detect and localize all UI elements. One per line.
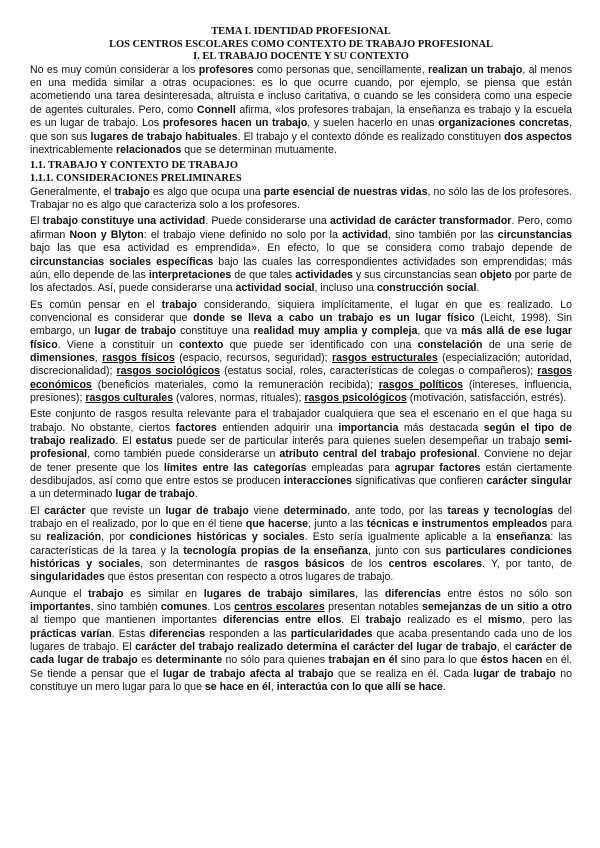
text-run: es algo que ocupa una <box>149 185 264 198</box>
text-run: lugar de trabajo <box>165 504 249 517</box>
text-run: , <box>94 351 103 364</box>
paragraph-trabajo-vidas <box>30 186 572 213</box>
paragraph-diferencias <box>30 588 572 695</box>
text-run: determinado <box>283 504 348 517</box>
heading-trabajo-contexto: 1.1. TRABAJO Y CONTEXTO DE TRABAJO <box>30 160 238 172</box>
text-run: no constituye un mero lugar para lo que <box>30 667 573 694</box>
text-run: No es muy común considerar a los <box>30 63 199 76</box>
text-run: entre éstos no sólo son <box>440 587 572 600</box>
text-run: . Conviene no dejar de tener presente que los <box>30 448 573 474</box>
text-run: no sólo para quienes <box>222 654 329 667</box>
text-run: objeto <box>479 268 512 281</box>
text-run: trabajan en él <box>328 654 398 667</box>
text-run: contexto <box>179 338 224 351</box>
text-run: , que va <box>417 325 462 338</box>
text-run: relacionados <box>115 143 182 156</box>
text-run: , sino también por las <box>388 228 498 241</box>
text-run: por parte de los afectados. Así, puede considerarse una <box>30 268 573 295</box>
text-run: constelación <box>417 338 483 351</box>
text-run: que hacerse <box>245 518 309 531</box>
text-run: carácter de cada lugar de trabajo <box>30 641 572 667</box>
text-run: profesores hacen un trabajo <box>162 117 308 130</box>
text-run: mismo <box>487 614 523 627</box>
text-run: están ciertamente desdibujados, así como que entre estos se producen <box>30 461 572 487</box>
text-run: rasgos económicos <box>30 365 573 391</box>
text-run: trabajo <box>161 298 197 311</box>
text-run: particularidades <box>290 627 373 640</box>
text-run: . Esto sería igualmente aplicable a la <box>304 531 497 544</box>
text-run: viene <box>248 504 284 517</box>
text-run: de una serie de <box>482 338 572 351</box>
text-run: de los <box>344 558 389 571</box>
text-run: (Leicht, 1998). Sin embargo, un <box>30 311 572 338</box>
text-run: según el tipo de trabajo realizado <box>30 421 572 447</box>
text-run: rasgos estructurales <box>332 351 438 364</box>
paragraph-factores <box>30 408 572 501</box>
text-run: agrupar factores <box>394 461 481 474</box>
text-run: lugares de trabajo habituales <box>90 130 238 143</box>
text-run: lugares de trabajo similares <box>203 587 356 600</box>
text-run: a un determinado <box>30 488 116 501</box>
heading-consideraciones: 1.1.1. CONSIDERACIONES PRELIMINARES <box>30 172 242 184</box>
text-run: El <box>30 504 45 517</box>
text-run: dimensiones <box>30 351 95 364</box>
paragraph-intro <box>30 64 572 157</box>
text-run: circunstancias <box>497 228 572 241</box>
text-run: , sino también <box>90 601 161 614</box>
text-run: actividades <box>295 268 353 281</box>
text-run: inextricablemente <box>30 143 116 156</box>
text-run: que acaba presentando cada uno de los lugares de trabajo. El <box>30 627 572 654</box>
text-run: El <box>30 215 43 228</box>
text-run: realizan un trabajo <box>427 63 523 76</box>
text-run: trabajo constituye una actividad <box>42 215 206 228</box>
text-run: actividad <box>342 228 389 241</box>
text-run: interpretaciones <box>148 268 232 281</box>
text-run: y sus circunstancias sean <box>352 268 480 281</box>
text-run: (espacio, recursos, seguridad); <box>174 351 333 364</box>
text-run: que se realiza en él. Cada <box>333 667 474 680</box>
text-run: realizado es el <box>401 614 488 627</box>
text-run: que puede ser identificado con una <box>223 338 418 351</box>
text-run: : las características de la tarea y la <box>30 531 572 557</box>
text-run: . <box>476 282 480 295</box>
text-run: tareas y tecnologías <box>447 504 554 517</box>
text-run: trabajo <box>88 587 124 600</box>
text-run: es <box>137 654 156 667</box>
text-run: de que tales <box>231 268 296 281</box>
text-run: , el <box>496 641 515 654</box>
text-run: rasgos sociológicos <box>116 365 221 378</box>
text-run: circunstancias sociales específicas <box>30 255 214 268</box>
text-run: condiciones históricas y sociales <box>129 531 305 544</box>
text-run: profesores <box>198 63 254 76</box>
text-run: que éstos presentan con respecto a otros lugares de trabajo. <box>104 571 394 584</box>
text-run: se hace en él <box>204 681 271 694</box>
text-run: afirma, «los profesores trabajan, la enseñanza es trabajo y la escuela es un lugar de trabajo. Los <box>30 103 572 130</box>
text-run: técnicas e instrumentos empleados <box>366 518 548 531</box>
text-run: . <box>442 681 446 694</box>
text-run: carácter del trabajo realizado determina el carácter del lugar de trabajo <box>135 641 497 654</box>
text-run: en él. Se tiende a pensar que el <box>30 654 573 680</box>
text-run: puede ser de particular interés para quienes suelen desempeñar un trabajo <box>172 434 545 447</box>
text-run: bajo las que esa actividad es emprendida». En efecto, lo que se considera como trabajo depende de <box>30 242 572 255</box>
text-run: (intereses, influencia, presiones); <box>30 378 572 404</box>
text-run: . Y, por tanto, de <box>482 558 572 571</box>
paragraph-actividad <box>30 215 572 295</box>
text-run: responden a las <box>205 627 291 640</box>
text-run: rasgos culturales <box>85 391 174 404</box>
text-run: , que son sus <box>30 117 573 143</box>
text-run: tecnología propias de la enseñanza <box>183 544 368 557</box>
text-run: , pero las <box>522 614 572 627</box>
text-run: que se determinan mutuamente. <box>181 143 337 156</box>
text-run: , <box>270 681 277 694</box>
text-run: entienden adquirir una <box>216 421 339 434</box>
text-run: determinante <box>155 654 223 667</box>
text-run: , ante todo, por las <box>347 504 448 517</box>
document-page <box>30 26 572 698</box>
text-run: . Los <box>207 601 235 614</box>
text-run: rasgos políticos <box>378 378 463 391</box>
text-run: (valores, normas, rituales); <box>173 391 305 404</box>
text-run: carácter <box>44 504 86 517</box>
text-run: trabajo <box>365 614 402 627</box>
text-run: importancia <box>338 421 399 434</box>
text-run: centros escolares <box>388 558 483 571</box>
text-run: más allá de ese lugar físico <box>30 325 572 351</box>
text-run: diferencias <box>384 587 441 600</box>
text-run: carácter singular <box>486 475 572 487</box>
text-run: semejanzas de un sitio a otro <box>422 601 572 614</box>
text-run: . Estas <box>111 627 150 640</box>
text-run: estatus <box>135 434 173 447</box>
text-run: lugar de trabajo <box>115 488 195 501</box>
text-run: presentan notables <box>324 601 423 614</box>
text-run: rasgos psicológicos <box>304 391 407 404</box>
text-run: . <box>194 488 198 501</box>
text-run: rasgos básicos <box>264 558 345 571</box>
document-subtitle: LOS CENTROS ESCOLARES COMO CONTEXTO DE TRABAJO PROFESIONAL <box>109 38 493 50</box>
text-run: significativas que confieren <box>352 475 487 487</box>
text-run: construcción social <box>376 282 477 295</box>
text-run: (motivación, satisfacción, estrés). <box>406 391 567 404</box>
text-run: trabajo <box>114 185 150 198</box>
text-run: al tiempo que mantienen importantes <box>30 614 224 627</box>
text-run: semi-profesional <box>30 434 573 461</box>
text-run: . Viene a constituir un <box>57 338 180 351</box>
text-run: límites entre las categorías <box>163 461 307 474</box>
text-run: , como también puede considerarse un <box>87 448 280 461</box>
text-run: organizaciones concretas <box>438 117 570 130</box>
text-run: , por <box>101 531 130 544</box>
text-run: . El <box>341 614 366 627</box>
text-run: actividad social <box>235 282 315 295</box>
text-run: singularidades <box>30 571 105 584</box>
text-run: interacciones <box>283 475 353 487</box>
text-run: , junto a las <box>308 518 367 531</box>
text-run: empleadas para <box>306 461 395 474</box>
text-run: , y suelen hacerlo en unas <box>307 117 439 130</box>
text-run: , al menos en una medida similar a otras ocupaciones: es lo que ocurre cuando, por ejemplo, se piensa que están acometiendo una tarea desinteresada, altruista e incluso caritativa, o cuando se les considera como una especie de agentes culturales. Pero, como <box>30 63 572 116</box>
text-run: , no sólo las de los profesores. Trabajar no es algo que caracteriza solo a los profesores. <box>30 185 573 212</box>
text-run: atributo central del trabajo profesional <box>279 448 478 461</box>
text-run: dos aspectos <box>504 130 572 143</box>
text-run: como personas que, sencillamente, <box>253 63 428 76</box>
text-run: Connell <box>196 103 236 116</box>
text-run: sino para lo que <box>397 654 481 667</box>
text-run: Este conjunto de rasgos resulta relevante para el trabajador cualquiera que sea el escenario en el que haga su trabajo. No obstante, ciertos <box>30 408 572 434</box>
text-run: lugar de trabajo <box>473 667 556 680</box>
text-run: , junto con sus <box>367 544 446 557</box>
text-run: comunes <box>160 601 208 614</box>
document-title: TEMA I. IDENTIDAD PROFESIONAL <box>211 26 391 37</box>
section-title: I. EL TRABAJO DOCENTE Y SU CONTEXTO <box>193 51 409 63</box>
text-run: Es común pensar en el <box>30 298 162 311</box>
text-run: : el trabajo viene definido no solo por la <box>143 228 343 241</box>
text-run: diferencias <box>149 627 206 640</box>
text-run: (beneficios materiales, como la remuneración recibida); <box>91 378 379 391</box>
text-run: diferencias entre ellos <box>223 614 342 627</box>
text-run: . El trabajo y el contexto dónde es realizado constituyen <box>237 130 505 143</box>
text-run: éstos hacen <box>480 654 543 667</box>
text-run: , son determinantes de <box>140 558 265 571</box>
text-run: bajo las cuales las correspondientes actividades son emprendidas; más aún, ello depende de las <box>30 255 572 281</box>
text-run: considerando, siquiera implícitamente, el lugar en que es realizado. Lo convencional es considerar que <box>30 298 572 324</box>
text-run: prácticas varían <box>30 627 112 640</box>
text-run: , incluso una <box>314 282 377 295</box>
text-run: Aunque el <box>30 587 89 600</box>
text-run: . Puede considerarse una <box>205 215 330 228</box>
text-run: enseñanza <box>496 531 551 544</box>
text-run: particulares condiciones históricas y sociales <box>30 544 572 571</box>
text-run: Generalmente, el <box>30 185 115 198</box>
text-run: donde se lleva a cabo un trabajo es un lugar físico <box>193 311 475 324</box>
text-run: para su <box>30 518 572 544</box>
paragraph-lugar-trabajo <box>30 299 572 406</box>
text-run: interactúa con lo que allí se hace <box>276 681 443 694</box>
text-run: (estatus social, roles, características de colegas o compañeros); <box>220 365 538 378</box>
text-run: . El <box>115 434 136 447</box>
text-run: del trabajo en el realizado, por lo que en él tiene <box>30 504 572 531</box>
text-run: lugar de trabajo afecta al trabajo <box>162 667 334 680</box>
text-run: realización <box>46 531 102 544</box>
text-run: parte esencial de nuestras vidas <box>263 185 428 198</box>
text-run: que reviste un <box>85 504 166 517</box>
text-run: rasgos físicos <box>102 351 175 364</box>
text-run: Noon y Blyton <box>69 228 144 241</box>
text-run: centros escolares <box>234 601 325 614</box>
text-run: (especialización; autoridad, discrecionalidad); <box>30 351 572 378</box>
text-run: más destacada <box>398 421 484 434</box>
text-run: , las <box>355 587 385 600</box>
text-run: factores <box>175 421 217 434</box>
paragraph-caracter <box>30 505 572 585</box>
text-run: actividad de carácter transformador <box>329 215 512 228</box>
text-run: realidad muy amplia y compleja <box>253 325 418 338</box>
text-run: . Pero, como afirman <box>30 215 572 241</box>
text-run: importantes <box>30 601 91 614</box>
text-run: es similar en <box>123 587 204 600</box>
text-run: constituye una <box>176 325 254 338</box>
text-run: lugar de trabajo <box>94 325 177 338</box>
